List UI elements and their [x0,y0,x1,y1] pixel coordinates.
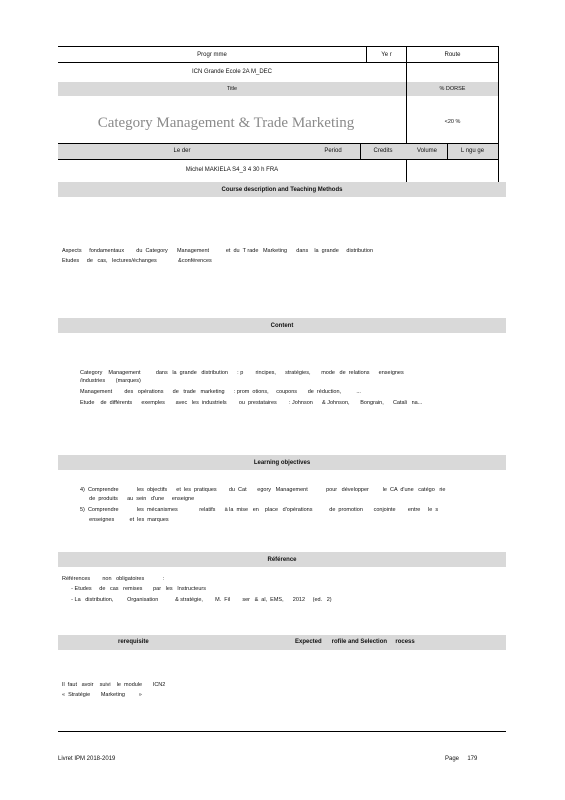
volume-label: Volume [416,148,437,154]
language-label: L ngu ge [460,148,485,154]
expected-profile-heading: Expected rofile and Selection rocess [295,639,415,645]
programme-value: ICN Grande Ecole 2A M_DEC [191,69,273,75]
description-heading: Course description and Teaching Methods [58,182,506,197]
reference-line-3: - La distribution, Organisation & stratégie, M. Fil ser & al, EMS, 2012 (ed. 2) [62,597,332,603]
route-label: Route [444,51,461,58]
objectives-line-3: 5) Comprendre les mécanismes relatifs à la mise en place d'opérations de promotion conjointe entre le s [80,507,439,513]
reference-line-1: Références non obligatoires : [62,576,165,582]
year-label: Ye r [381,51,392,58]
description-line-1: Aspects fondamentaux du Category Management et du T rade Marketing dans la grande distribution [62,248,374,254]
objectives-line-4: enseignes et les marques [80,517,169,523]
footer-divider [58,731,506,732]
prerequisite-line-2: « Stratégie Marketing » [62,692,142,698]
content-heading: Content [58,318,506,333]
objectives-line-2: de produits au sein d'une enseigne [80,496,195,502]
reference-line-2: - Etudes de cas remises par les Instructeurs [62,586,206,592]
description-line-2: Etudes de cas, lectures/échanges &conférences [62,258,212,264]
course-title: Category Management & Trade Marketing [97,114,355,131]
page-number: Page 179 [445,756,478,762]
dorse-label: % DORSE [407,82,498,96]
leader-value: Michel MAKIELA S4_3 4 30 h FRA [185,167,279,173]
dorse-value: <20 % [444,119,461,125]
content-line-4: Etude de différents exemples avec les industriels ou prestataires : Johnson & Johnson, Bongrain, Catali na... [80,400,423,406]
title-label: Title [58,82,406,96]
prerequisite-heading: rerequisite [118,639,149,645]
period-label: Period [324,148,342,154]
credits-label: Credits [373,148,393,154]
footer-left: Livret IPM 2018-2019 [58,756,116,762]
leader-label: Le der [173,148,191,154]
objectives-line-1: 4) Comprendre les objectifs et les pratiques du Cat egory Management pour développer le CA d'une catégo rie [80,487,446,493]
content-line-2: /industries (marques) [80,378,141,384]
prerequisite-heading-bar [58,635,506,650]
prerequisite-line-1: Il faut avoir suivi le module ICN2 [62,682,166,688]
content-line-1: Category Management dans la grande distribution : p rincipes, stratégies, mode de relations enseignes [80,370,404,376]
objectives-heading: Learning objectives [58,455,506,470]
content-line-3: Management des opérations de trade marketing : prom otions, coupons de réduction, ... [80,389,361,395]
programme-label: Progr mme [197,51,227,58]
reference-heading: Référence [58,552,506,567]
